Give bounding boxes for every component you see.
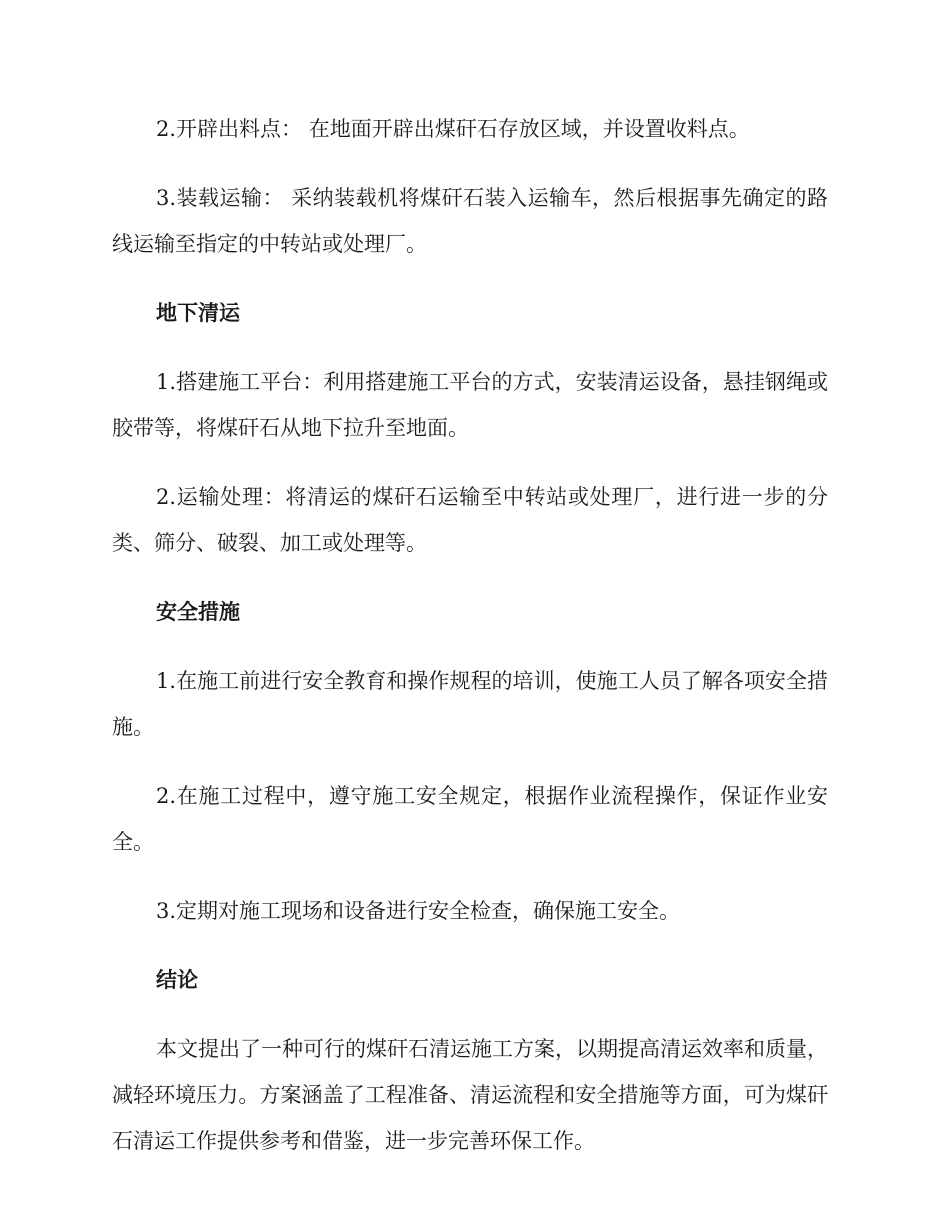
paragraph-safety-compliance: 2.在施工过程中，遵守施工安全规定，根据作业流程操作，保证作业安全。 (112, 784, 828, 854)
heading-underground-clearance: 地下清运 (156, 300, 240, 325)
paragraph-safety-inspection: 3.定期对施工现场和设备进行安全检查，确保施工安全。 (156, 899, 681, 923)
paragraph-loading-transport: 3.装载运输： 采纳装载机将煤矸石装入运输车，然后根据事先确定的路线运输至指定的中转站或处理厂。 (112, 186, 828, 256)
paragraph-open-collection-point: 2.开辟出料点： 在地面开辟出煤矸石存放区域，并设置收料点。 (156, 117, 750, 141)
paragraph-construction-platform: 1.搭建施工平台：利用搭建施工平台的方式，安装清运设备，悬挂钢绳或胶带等，将煤矸石从地下拉升至地面。 (112, 370, 828, 440)
paragraph-safety-training: 1.在施工前进行安全教育和操作规程的培训，使施工人员了解各项安全措施。 (112, 669, 828, 739)
heading-conclusion: 结论 (156, 967, 198, 992)
heading-safety-measures: 安全措施 (156, 599, 240, 624)
paragraph-conclusion: 本文提出了一种可行的煤矸石清运施工方案，以期提高清运效率和质量，减轻环境压力。方案涵盖了工程准备、清运流程和安全措施等方面，可为煤矸石清运工作提供参考和借鉴，进一步完善环保工作。 (112, 1037, 828, 1153)
paragraph-transport-processing: 2.运输处理：将清运的煤矸石运输至中转站或处理厂，进行进一步的分类、筛分、破裂、加工或处理等。 (112, 485, 828, 555)
document-page (112, 106, 828, 1187)
